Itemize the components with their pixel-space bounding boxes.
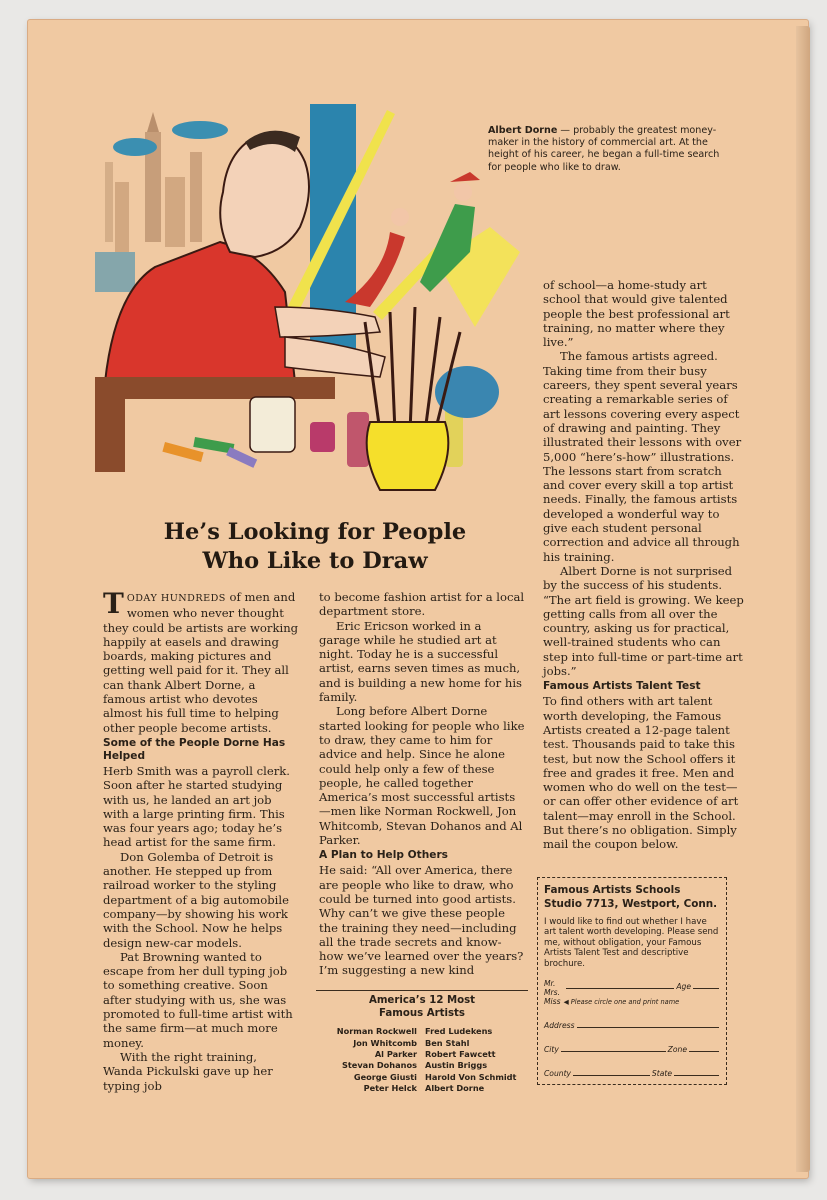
county-field[interactable]: [573, 1075, 650, 1076]
city-field[interactable]: [561, 1051, 666, 1052]
coupon-address: Studio 7713, Westport, Conn.: [544, 897, 718, 910]
name-field[interactable]: [566, 988, 675, 989]
state-field[interactable]: [674, 1075, 719, 1076]
subheading: A Plan to Help Others: [319, 849, 448, 862]
name-row: [544, 979, 721, 1006]
county-label: County: [544, 1069, 572, 1079]
artist-name: Al Parker: [374, 1049, 417, 1059]
artists-list-title: [316, 995, 528, 1020]
circle-note: [564, 998, 721, 1006]
name-age-line[interactable]: [564, 979, 721, 991]
paragraph: With the right training, Wanda Pickulski gave up her typing job: [103, 1049, 273, 1093]
state-label: State: [651, 1069, 672, 1079]
artist-name: George Giusti: [353, 1071, 417, 1082]
coupon-request-text: I would like to find out whether I have art talent worth developing. Please send me, without obligation, your Famous Artists Talent Test and descriptive brochure.: [544, 917, 719, 969]
table-row: [316, 1060, 528, 1071]
zone-label: Zone: [667, 1045, 687, 1055]
artist-name: Robert Fawcett: [425, 1049, 496, 1059]
table-row: [316, 1038, 528, 1049]
paragraph: Eric Ericson worked in a garage while he studied art at night. Today he is a successful artist, earns seven times as much, and is building a new home for his family.: [319, 618, 522, 705]
paint-tubes-icon: [162, 437, 257, 468]
artists-table: [316, 1026, 528, 1094]
artists-title-line-2: Famous Artists: [379, 1007, 465, 1019]
county-state-line[interactable]: [544, 1064, 721, 1078]
paragraph: to become fashion artist for a local department store.: [319, 590, 525, 619]
artist-name: Albert Dorne: [425, 1083, 485, 1094]
circle-note-text: Please circle one and print name: [570, 998, 680, 1007]
headline-line-1: He’s Looking for People: [163, 519, 467, 545]
artist-name: Fred Ludekens: [425, 1026, 493, 1037]
subheading: Some of the People Dorne Has Helped: [103, 736, 286, 762]
paragraph: Herb Smith was a payroll clerk. Soon after he started studying with us, he landed an art job with a large printing firm. This was four years ago; today he’s head artist for the same firm.: [103, 763, 290, 850]
city-zone-line[interactable]: [544, 1040, 721, 1054]
coupon-form: [544, 979, 721, 1078]
paragraph: He said: “All over America, there are people who like to draw, who could be turned into good artists. Why can’t we give these people the training they need—including all the trade secrets and know-how we’ve learned over the years? I’m suggesting a new kind: [319, 863, 524, 978]
age-label: Age: [676, 982, 691, 992]
address-line[interactable]: [544, 1016, 721, 1030]
artist-name: Austin Briggs: [425, 1060, 488, 1071]
city-skyline-icon: [105, 112, 228, 252]
table-row: [316, 1072, 528, 1083]
subheading: Famous Artists Talent Test: [543, 680, 701, 693]
table-row: [316, 1026, 528, 1037]
headline-line-2: Who Like to Draw: [202, 548, 428, 574]
artists-title-line-1: America’s 12 Most: [368, 995, 476, 1006]
paragraph: Don Golemba of Detroit is another. He stepped up from railroad worker to the styling department of a big automobile company—by showing his work with the School. Now he helps design new-car models.: [103, 849, 289, 950]
address-field[interactable]: [577, 1027, 719, 1028]
coupon-school-name: Famous Artists Schools: [544, 884, 681, 896]
article-column-3: [543, 278, 745, 852]
page-edge: [796, 26, 810, 1172]
mail-coupon[interactable]: [537, 877, 727, 1085]
arrow-left-icon: ◀: [563, 998, 569, 1007]
caption-name: Albert Dorne: [488, 125, 558, 136]
paragraph: To find others with art talent worth developing, the Famous Artists created a 12-page talent test. Thousands paid to take this test, but now the School offers it free and grades it free. Men and women who do well on the test—or can offer other evidence of art talent—may enroll in the School. But there’s no obligation. Simply mail the coupon below.: [543, 694, 739, 852]
headline: [100, 518, 530, 576]
title-mr[interactable]: Mr.: [544, 979, 556, 989]
age-field[interactable]: [693, 988, 719, 989]
artist-name: Norman Rockwell: [336, 1026, 417, 1037]
title-mrs[interactable]: Mrs.: [544, 988, 561, 998]
paragraph: Albert Dorne is not surprised by the success of his students. “The art field is growing. We keep getting calls from all over the country, asking us for practical, well-trained students who can step into full-time or part-time art jobs.”: [543, 563, 744, 679]
table-row: [316, 1049, 528, 1060]
paragraph: of school—a home-study art school that would give talented people the best professional art training, no matter where they live.”: [543, 278, 730, 350]
zone-field[interactable]: [689, 1051, 719, 1052]
illustration-caption: [488, 125, 723, 174]
paragraph: Long before Albert Dorne started looking for people who like to draw, they came to him for advice and help. Since he alone could help only a few of these people, he called together America’s most successful artists—men like Norman Rockwell, Jon Whitcomb, Stevan Dohanos and Al Parker.: [319, 704, 525, 848]
drop-cap: T: [103, 587, 124, 620]
caption-text: — probably the greatest money-maker in the history of commercial art. At the height of his career, he began a full-time search for people who like to draw.: [488, 125, 720, 173]
table-row: [316, 1083, 528, 1094]
artist-name: Stevan Dohanos: [341, 1060, 417, 1071]
famous-artists-list: [316, 990, 528, 1095]
artist-name: Peter Helck: [363, 1083, 417, 1094]
paragraph: [103, 587, 299, 735]
paragraph: The famous artists agreed. Taking time from their busy careers, they spent several years creating a remarkable series of art lessons covering every aspect of drawing and painting. They illustrated their lessons with over 5,000 “here’s-how” illustrations. The lessons start from scratch and cover every skill a top artist needs. Finally, the famous artists developed a wonderful way to give each student personal correction and advice all through his training.: [543, 349, 742, 564]
artist-name: Harold Von Schmidt: [425, 1071, 517, 1082]
address-label: Address: [544, 1021, 575, 1031]
artist-name: Ben Stahl: [425, 1037, 470, 1048]
paragraph-text: of men and women who never thought they could be artists are working happily at easels and drawing boards, making pictures and getting well paid for it. They all can thank Albert Dorne, a famous artist who devotes almost his full time to helping other people become artists.: [103, 590, 299, 735]
title-miss[interactable]: Miss: [544, 997, 561, 1007]
artist-name: Jon Whitcomb: [353, 1037, 417, 1048]
article-column-2: [319, 590, 525, 978]
city-label: City: [544, 1045, 559, 1055]
artist-illustration: [95, 92, 535, 492]
title-options[interactable]: [544, 979, 561, 1006]
article-column-1: [103, 587, 299, 1093]
paragraph: Pat Browning wanted to escape from her dull typing job to something creative. Soon after studying with us, she was promoted to full-time artist with the same firm—at much more money.: [103, 949, 293, 1050]
lead-small-caps: ODAY HUNDREDS: [126, 593, 226, 604]
name-fields: [561, 979, 721, 1006]
